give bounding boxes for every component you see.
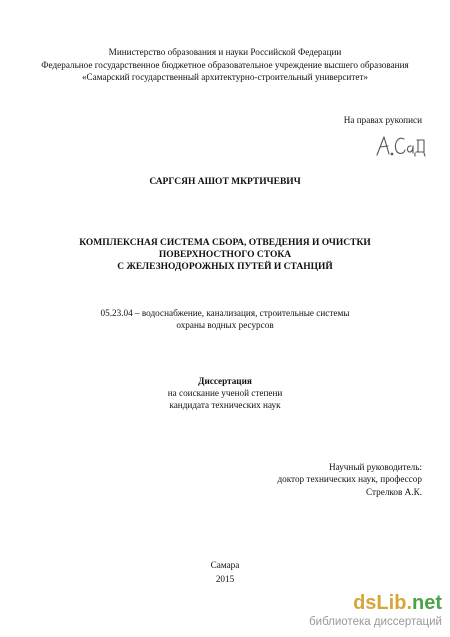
advisor-degree: доктор технических наук, профессор bbox=[277, 474, 422, 485]
title-line-2: ПОВЕРХНОСТНОГО СТОКА bbox=[158, 250, 292, 260]
advisor-name: Стрелков А.К. bbox=[366, 486, 422, 497]
place-and-year bbox=[0, 558, 450, 586]
manuscript-rights: На правах рукописи bbox=[343, 115, 422, 125]
dissertation-title bbox=[0, 237, 450, 273]
logo-dot: . bbox=[406, 592, 412, 614]
specialty-line-2: охраны водных ресурсов bbox=[176, 320, 274, 330]
watermark-subtitle: библиотека диссертаций bbox=[309, 616, 442, 628]
dissertation-heading: Диссертация bbox=[198, 376, 252, 386]
dissertation-info bbox=[0, 375, 450, 411]
ministry-name: Министерство образования и науки Российской Федерации bbox=[108, 47, 342, 57]
signature bbox=[374, 133, 426, 159]
specialty-line-1: 05.23.04 – водоснабжение, канализация, строительные системы bbox=[100, 308, 350, 318]
city: Самара bbox=[210, 560, 240, 570]
specialty bbox=[0, 307, 450, 331]
logo-tld: net bbox=[412, 592, 442, 614]
title-line-3: С ЖЕЛЕЗНОДОРОЖНЫХ ПУТЕЙ И СТАНЦИЙ bbox=[117, 262, 333, 272]
institution-type: Федеральное государственное бюджетное образовательное учреждение высшего образования bbox=[41, 59, 409, 70]
watermark-logo bbox=[353, 592, 442, 615]
institution-header bbox=[0, 46, 450, 84]
title-line-1: КОМПЛЕКСНАЯ СИСТЕМА СБОРА, ОТВЕДЕНИЯ И ОЧИСТКИ bbox=[79, 238, 371, 248]
scientific-advisor bbox=[277, 461, 422, 498]
university-name: «Самарский государственный архитектурно-строительный университет» bbox=[81, 72, 369, 82]
dslib-watermark[interactable] bbox=[309, 592, 442, 632]
advisor-label: Научный руководитель: bbox=[328, 462, 422, 472]
year: 2015 bbox=[215, 574, 235, 584]
logo-main: dsLib bbox=[353, 592, 407, 614]
degree-line-1: на соискание ученой степени bbox=[167, 388, 283, 398]
author-name: САРГСЯН АШОТ МКРТИЧЕВИЧ bbox=[149, 177, 301, 187]
degree-line-2: кандидата технических наук bbox=[169, 400, 281, 410]
